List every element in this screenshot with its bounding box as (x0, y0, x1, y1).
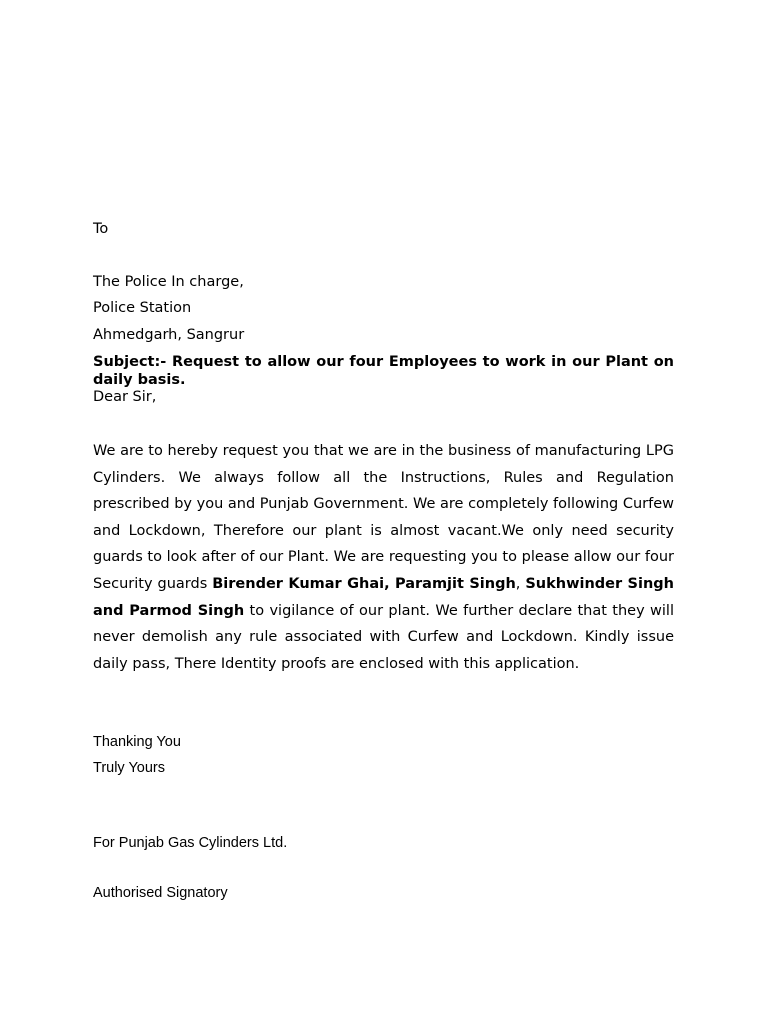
closing-thanks: Thanking You (93, 734, 181, 750)
subject-line (93, 353, 674, 389)
guard-names-1: Birender Kumar Ghai, Paramjit Singh (212, 575, 516, 592)
guard-names-2: Sukhwinder Singh and Parmod Singh (93, 575, 674, 619)
closing-yours: Truly Yours (93, 760, 165, 776)
subject-text: Subject:- Request to allow our four Employees to work in our Plant on daily basis. (93, 354, 674, 388)
recipient-location: Ahmedgarh, Sangrur (93, 327, 245, 343)
recipient-station: Police Station (93, 300, 192, 316)
recipient-title: The Police In charge, (93, 274, 244, 290)
body-paragraph (93, 438, 674, 677)
salutation: Dear Sir, (93, 389, 157, 405)
body-separator: , (515, 575, 526, 592)
company-line: For Punjab Gas Cylinders Ltd. (93, 835, 288, 851)
body-text-part2: to vigilance of our plant. We further declare that they will never demolish any rule associated with Curfew and Lockdown. Kindly issue daily pass, There Identity proofs are enclosed with this application. (93, 602, 674, 672)
body-text-part1: We are to hereby request you that we are in the business of manufacturing LPG Cylinders. We always follow all the Instructions, Rules and Regulation prescribed by you and Punjab Government. We are completely following Curfew and Lockdown, Therefore our plant is almost vacant.We only need security guards to look after of our Plant. We are requesting you to please allow our four Security guards (93, 443, 674, 592)
to-line: To (93, 221, 109, 237)
signatory-line: Authorised Signatory (93, 885, 228, 901)
